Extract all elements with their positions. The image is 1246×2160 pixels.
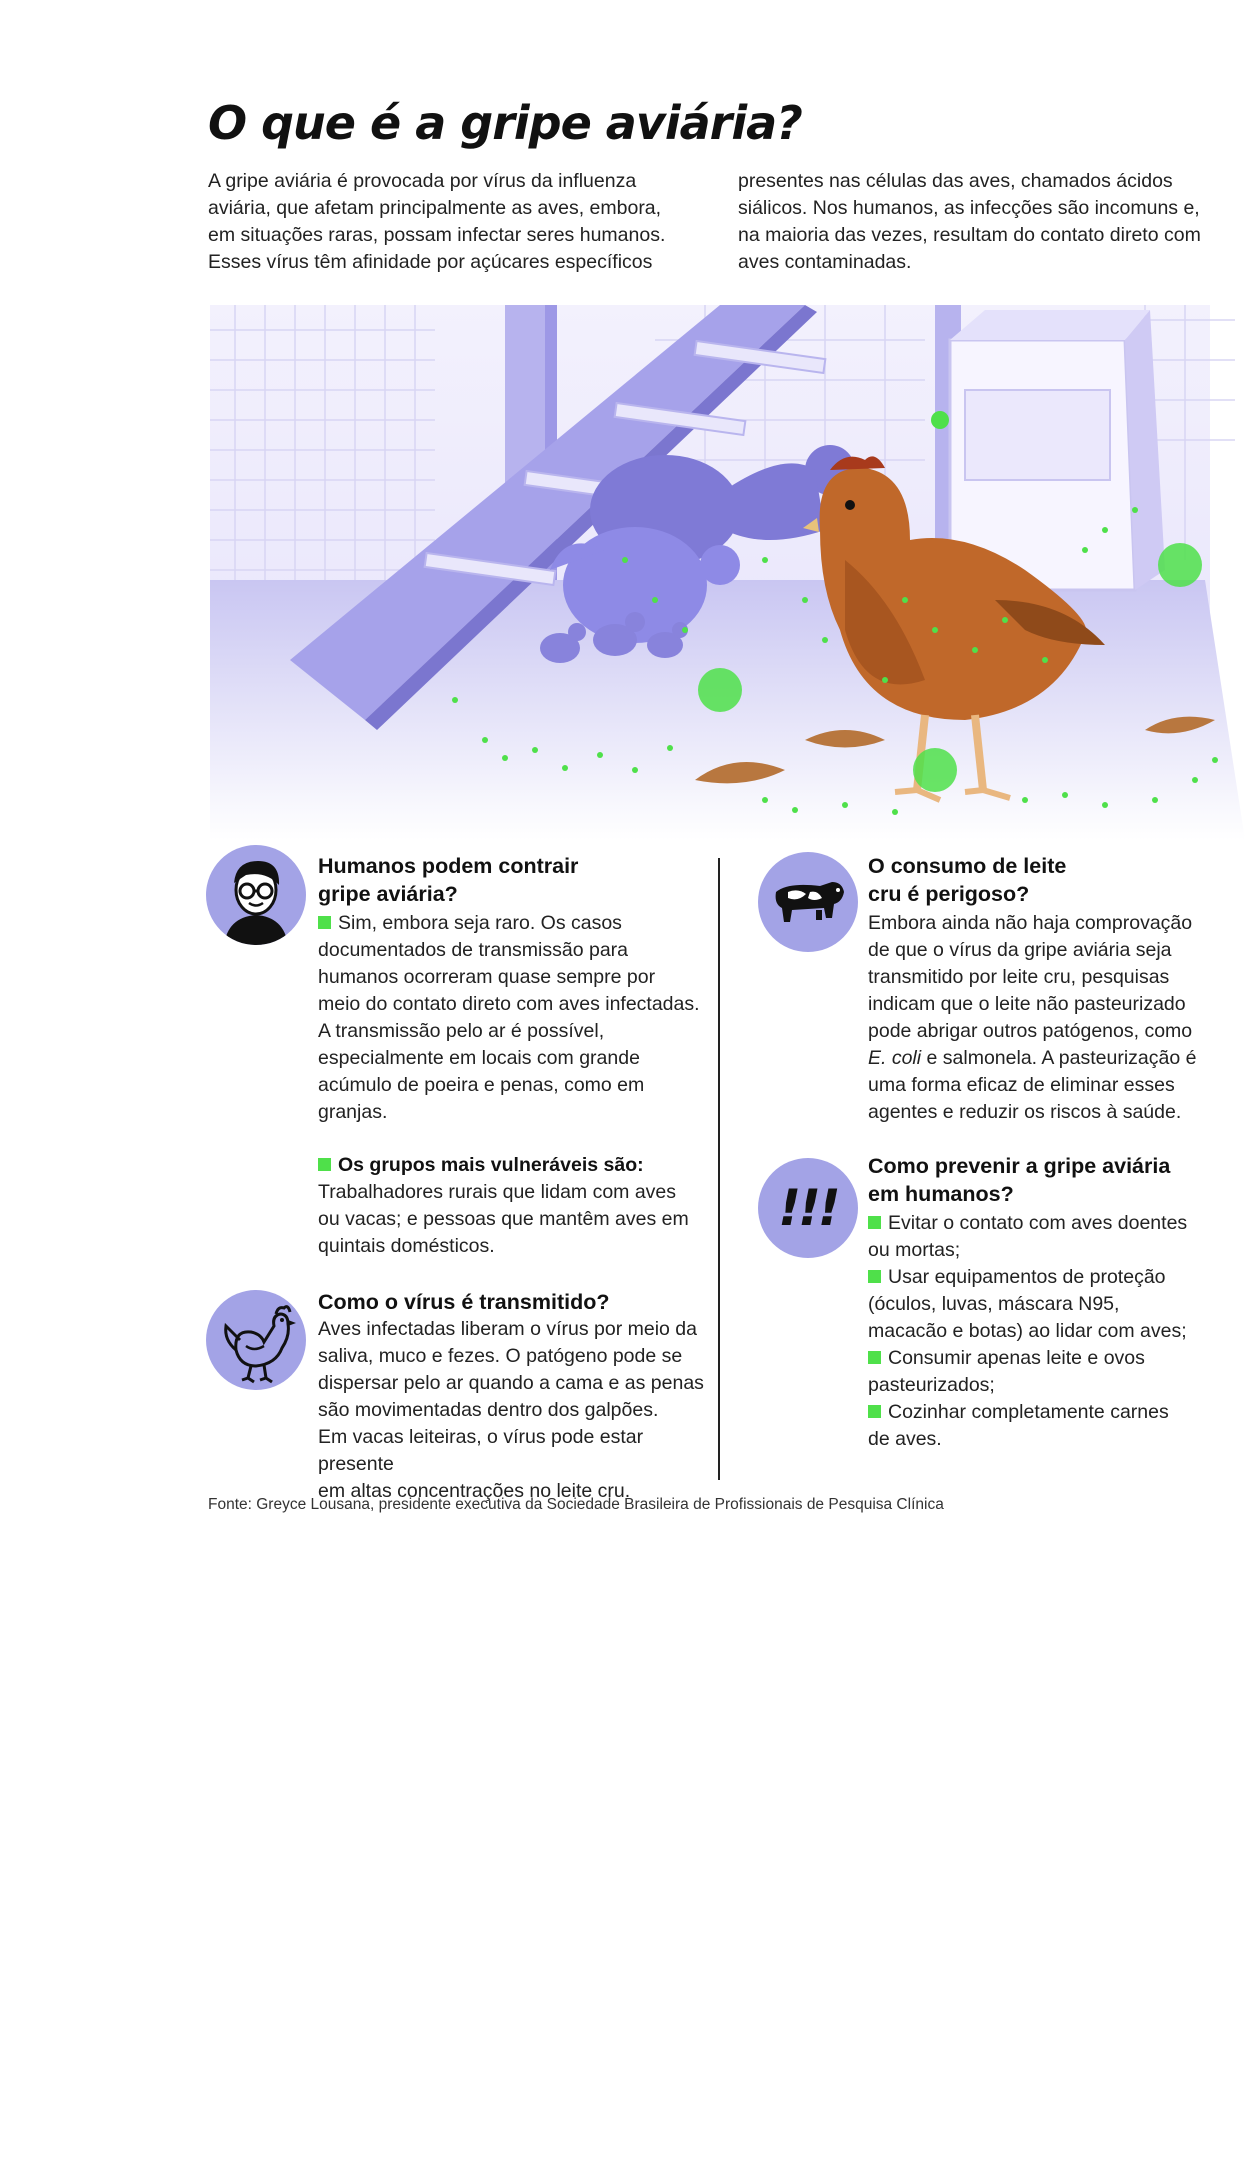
humans-line: especialmente em locais com grande xyxy=(318,1047,640,1069)
page-title: O que é a gripe aviária? xyxy=(208,96,802,150)
coop-illustration xyxy=(205,300,1245,840)
transmission-body xyxy=(318,1316,713,1505)
milk-body xyxy=(868,910,1238,1126)
prevention-item: Usar equipamentos de proteção (óculos, luvas, máscara N95, macacão e botas) ao lidar com aves; xyxy=(868,1266,1187,1342)
vulnerable-line: Trabalhadores rurais que lidam com aves xyxy=(318,1181,677,1203)
humans-line: documentados de transmissão para xyxy=(318,939,629,961)
transmission-line: Em vacas leiteiras, o vírus pode estar presente xyxy=(318,1426,644,1475)
transmission-heading: Como o vírus é transmitido? xyxy=(318,1290,610,1314)
vulnerable-label: Os grupos mais vulneráveis são: xyxy=(338,1154,644,1176)
milk-line: E. coli e salmonela. A pasteurização é xyxy=(868,1047,1197,1069)
milk-heading-line1: O consumo de leite xyxy=(868,854,1067,878)
prevention-item: Cozinhar completamente carnes de aves. xyxy=(868,1401,1169,1450)
milk-line: transmitido por leite cru, pesquisas xyxy=(868,966,1170,988)
column-divider xyxy=(718,858,720,1480)
humans-body xyxy=(318,910,713,1126)
vulnerable-line: quintais domésticos. xyxy=(318,1235,495,1257)
green-bullet xyxy=(868,1405,881,1418)
green-bullet xyxy=(868,1216,881,1229)
green-bullet xyxy=(318,916,331,929)
transmission-line: dispersar pelo ar quando a cama e as penas xyxy=(318,1372,704,1394)
prevention-heading-line2: em humanos? xyxy=(868,1182,1014,1206)
exclamation-icon-circle xyxy=(758,1158,858,1258)
milk-heading-line2: cru é perigoso? xyxy=(868,882,1030,906)
intro-text-left: A gripe aviária é provocada por vírus da influenza aviária, que afetam principalmente as aves, embora, em situações raras, possam infectar seres humanos. Esses vírus têm afinidade por açúcares específicos xyxy=(208,170,666,273)
transmission-line: saliva, muco e fezes. O patógeno pode se xyxy=(318,1345,683,1367)
green-bullet xyxy=(868,1351,881,1364)
green-bullet xyxy=(868,1270,881,1283)
humans-line: Sim, embora seja raro. Os casos xyxy=(318,910,713,937)
person-icon-circle xyxy=(206,845,306,945)
ecoli-text: E. coli xyxy=(868,1047,922,1069)
humans-line: humanos ocorreram quase sempre por xyxy=(318,966,656,988)
person-with-glasses-icon xyxy=(206,845,306,945)
transmission-line: Aves infectadas liberam o vírus por meio da xyxy=(318,1318,697,1340)
humans-line: granjas. xyxy=(318,1101,388,1123)
source-credit: Fonte: Greyce Lousana, presidente executiva da Sociedade Brasileira de Profissionais de Pesquisa Clínica xyxy=(208,1496,944,1513)
green-bullet xyxy=(318,1158,331,1171)
milk-line: Embora ainda não haja comprovação xyxy=(868,912,1193,934)
prevention-item: Evitar o contato com aves doentes ou mortas; xyxy=(868,1212,1188,1261)
prevention-item: Consumir apenas leite e ovos pasteurizados; xyxy=(868,1347,1145,1396)
milk-line: indicam que o leite não pasteurizado xyxy=(868,993,1186,1015)
transmission-line: são movimentadas dentro dos galpões. xyxy=(318,1399,659,1421)
exclamation-icon: !!! xyxy=(778,1179,838,1237)
milk-line: uma forma eficaz de eliminar esses xyxy=(868,1074,1175,1096)
humans-heading-line1: Humanos podem contrair xyxy=(318,854,579,878)
cow-icon xyxy=(758,852,858,952)
humans-line: meio do contato direto com aves infectadas. xyxy=(318,993,700,1015)
humans-heading-line2: gripe aviária? xyxy=(318,882,458,906)
cow-icon-circle xyxy=(758,852,858,952)
chicken-icon xyxy=(206,1290,306,1390)
milk-line: agentes e reduzir os riscos à saúde. xyxy=(868,1101,1182,1123)
prevention-heading-line1: Como prevenir a gripe aviária xyxy=(868,1154,1171,1178)
intro-text-right: presentes nas células das aves, chamados ácidos siálicos. Nos humanos, as infecções são incomuns e, na maioria das vezes, resultam do contato direto com aves contaminadas. xyxy=(738,170,1201,273)
humans-line: acúmulo de poeira e penas, como em xyxy=(318,1074,645,1096)
humans-line: A transmissão pelo ar é possível, xyxy=(318,1020,605,1042)
milk-line: pode abrigar outros patógenos, como xyxy=(868,1020,1193,1042)
prevention-list xyxy=(868,1210,1238,1453)
vulnerable-line: ou vacas; e pessoas que mantêm aves em xyxy=(318,1208,689,1230)
transmission-line: em altas concentrações no leite cru. xyxy=(318,1480,631,1502)
vulnerable-groups xyxy=(318,1152,713,1260)
chicken-icon-circle xyxy=(206,1290,306,1390)
milk-line: de que o vírus da gripe aviária seja xyxy=(868,939,1172,961)
